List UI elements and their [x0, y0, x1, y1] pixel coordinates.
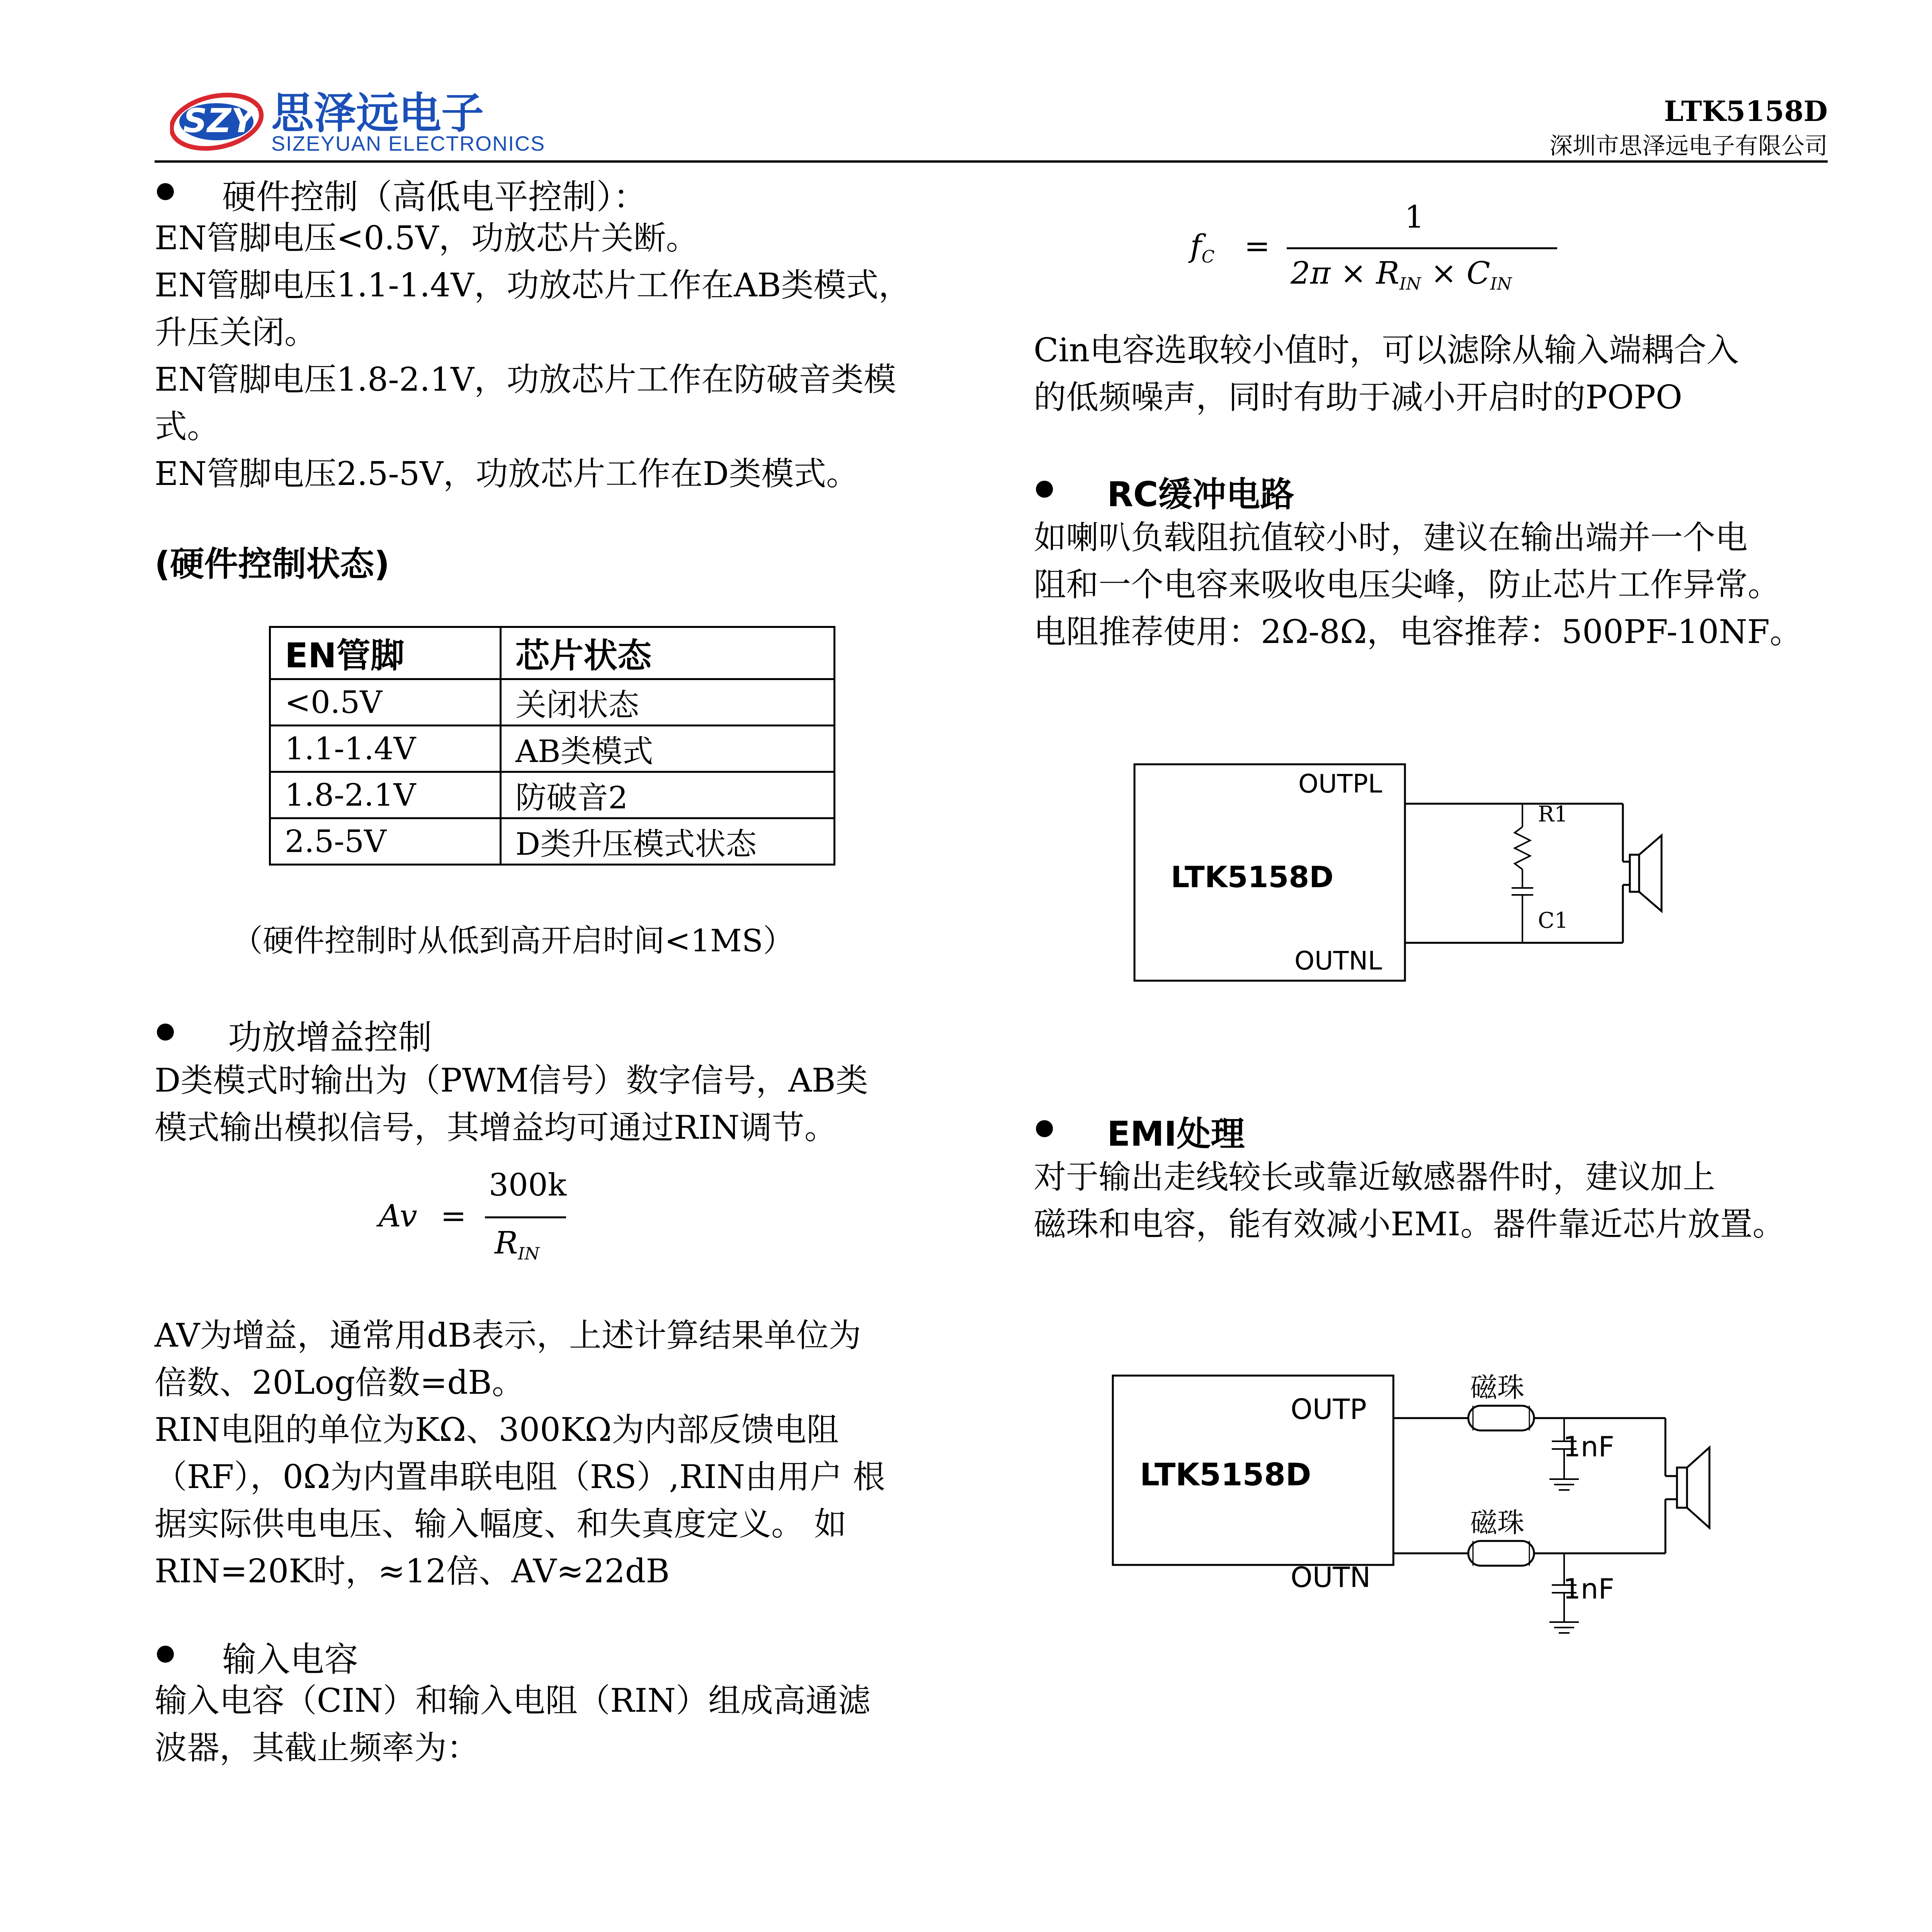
cin-paragraph	[1034, 327, 1739, 421]
outp-label: OUTP	[1291, 1393, 1367, 1425]
chip-label: LTK5158D	[1171, 860, 1334, 894]
en-state-table	[269, 626, 835, 866]
cap-paragraph	[155, 1677, 871, 1771]
emi-circuit-svg	[1105, 1364, 1723, 1662]
text-line: 磁珠和电容，能有效减小EMI。器件靠近芯片放置。	[1034, 1205, 1785, 1243]
rc-paragraph	[1034, 514, 1802, 655]
rc-circuit-diagram	[1121, 753, 1681, 993]
text-line: 如喇叭负载阻抗值较小时，建议在输出端并一个电	[1034, 519, 1748, 556]
emi-paragraph	[1034, 1153, 1785, 1248]
formula-lhs: Av	[379, 1198, 417, 1234]
text-line: EN管脚电压<0.5V，功放芯片关断。	[155, 219, 699, 257]
text-line: Cin电容选取较小值时，可以滤除从输入端耦合入	[1034, 331, 1739, 369]
formula-equals: =	[1244, 228, 1270, 264]
text-line: 输入电容（CIN）和输入电阻（RIN）组成高通滤	[155, 1682, 871, 1719]
text-line: EN管脚电压1.1-1.4V，功放芯片工作在AB类模式，	[155, 266, 911, 304]
logo-chinese-name: 思泽远电子	[271, 88, 484, 138]
den-part: × C	[1421, 255, 1490, 291]
bullet-icon	[1036, 481, 1053, 498]
den-subscript: IN	[1490, 274, 1512, 294]
lhs-main: f	[1190, 228, 1202, 264]
table-cell: <0.5V	[270, 679, 501, 726]
bead1-label: 磁珠	[1470, 1372, 1524, 1403]
lhs-subscript: C	[1201, 247, 1215, 267]
formula-numerator: 300k	[489, 1167, 567, 1203]
table-row	[270, 818, 835, 865]
table-header-cell: 芯片状态	[501, 627, 835, 679]
outnl-label: OUTNL	[1294, 946, 1382, 976]
text-line: 升压关闭。	[155, 313, 317, 351]
denominator-main: R	[495, 1225, 518, 1261]
text-line: 据实际供电电压、输入幅度、和失真度定义。 如	[155, 1505, 847, 1543]
den-subscript: IN	[1399, 274, 1421, 294]
text-line: AV为增益，通常用dB表示，上述计算结果单位为	[155, 1316, 861, 1354]
table-cell: 2.5-5V	[270, 818, 501, 865]
logo-badge: SZY	[183, 102, 255, 140]
text-line: 倍数、20Log倍数=dB。	[155, 1364, 524, 1401]
table-row	[270, 772, 835, 818]
gain-formula	[379, 1167, 580, 1275]
cap2-label: 1nF	[1563, 1573, 1614, 1605]
text-line: 的低频噪声，同时有助于减小开启时的POPO	[1034, 378, 1682, 416]
denominator-subscript: IN	[518, 1244, 540, 1264]
text-line: 对于输出走线较长或靠近敏感器件时，建议加上	[1034, 1158, 1716, 1196]
den-part: 2π × R	[1291, 255, 1400, 291]
bullet-icon	[157, 1646, 174, 1663]
hw-paragraph	[155, 214, 911, 497]
hw-heading: 硬件控制（高低电平控制）：	[222, 177, 648, 217]
text-line: EN管脚电压2.5-5V，功放芯片工作在D类模式。	[155, 455, 859, 493]
table-header-cell: EN管脚	[270, 627, 501, 679]
fraction-bar	[485, 1216, 566, 1218]
text-line: （RF），0Ω为内置串联电阻（RS）,RIN由用户 根	[155, 1458, 885, 1496]
outn-label: OUTN	[1291, 1561, 1371, 1594]
emi-heading: EMI处理	[1107, 1114, 1245, 1154]
table-cell: 1.1-1.4V	[270, 726, 501, 772]
bullet-icon	[1036, 1120, 1053, 1137]
gain-paragraph	[155, 1057, 868, 1151]
part-number: LTK5158D	[1664, 95, 1828, 128]
formula-denominator	[495, 1225, 539, 1264]
bead2-label: 磁珠	[1470, 1507, 1524, 1539]
table-cell: 1.8-2.1V	[270, 772, 501, 818]
bullet-icon	[157, 1024, 174, 1041]
text-line: 电阻推荐使用：2Ω-8Ω，电容推荐：500PF-10NF。	[1034, 613, 1802, 651]
formula-lhs	[1190, 228, 1214, 267]
formula-denominator	[1291, 255, 1512, 294]
cap1-label: 1nF	[1563, 1430, 1614, 1463]
text-line: D类模式时输出为（PWM信号）数字信号，AB类	[155, 1061, 868, 1099]
header-rule	[155, 160, 1828, 163]
company-logo	[170, 79, 546, 160]
table-note: （硬件控制时从低到高开启时间<1MS）	[232, 923, 794, 959]
text-line: EN管脚电压1.8-2.1V，功放芯片工作在防破音类模	[155, 361, 896, 398]
chip-label: LTK5158D	[1140, 1457, 1311, 1493]
table-cell: 防破音2	[501, 772, 835, 818]
table-row	[270, 726, 835, 772]
outpl-label: OUTPL	[1298, 769, 1383, 799]
emi-circuit-diagram	[1105, 1364, 1723, 1662]
formula-numerator: 1	[1405, 199, 1424, 235]
table-cell: 关闭状态	[501, 679, 835, 726]
text-line: RIN=20K时，≈12倍、AV≈22dB	[155, 1552, 670, 1590]
table-cell: AB类模式	[501, 726, 835, 772]
table-header-row	[270, 627, 835, 679]
r1-label: R1	[1538, 802, 1568, 827]
text-line: 模式输出模拟信号，其增益均可通过RIN调节。	[155, 1109, 837, 1146]
table-cell: D类升压模式状态	[501, 818, 835, 865]
logo-english-name: SIZEYUAN ELECTRONICS	[271, 132, 546, 155]
text-line: 式。	[155, 408, 220, 446]
text-line: 波器，其截止频率为：	[155, 1729, 480, 1767]
table-row	[270, 679, 835, 726]
fraction-bar	[1287, 247, 1557, 249]
cutoff-formula	[1190, 199, 1557, 311]
cap-heading: 输入电容	[222, 1639, 359, 1679]
company-name: 深圳市思泽远电子有限公司	[1549, 133, 1828, 160]
state-heading: (硬件控制状态)	[155, 544, 390, 584]
gain-description	[155, 1312, 885, 1595]
formula-equals: =	[440, 1198, 467, 1234]
bullet-icon	[157, 183, 174, 200]
c1-label: C1	[1538, 908, 1568, 933]
text-line: RIN电阻的单位为KΩ、300KΩ为内部反馈电阻	[155, 1411, 839, 1449]
text-line: 阻和一个电容来吸收电压尖峰，防止芯片工作异常。	[1034, 566, 1781, 604]
gain-heading: 功放增益控制	[228, 1017, 432, 1057]
rc-heading: RC缓冲电路	[1107, 474, 1294, 514]
